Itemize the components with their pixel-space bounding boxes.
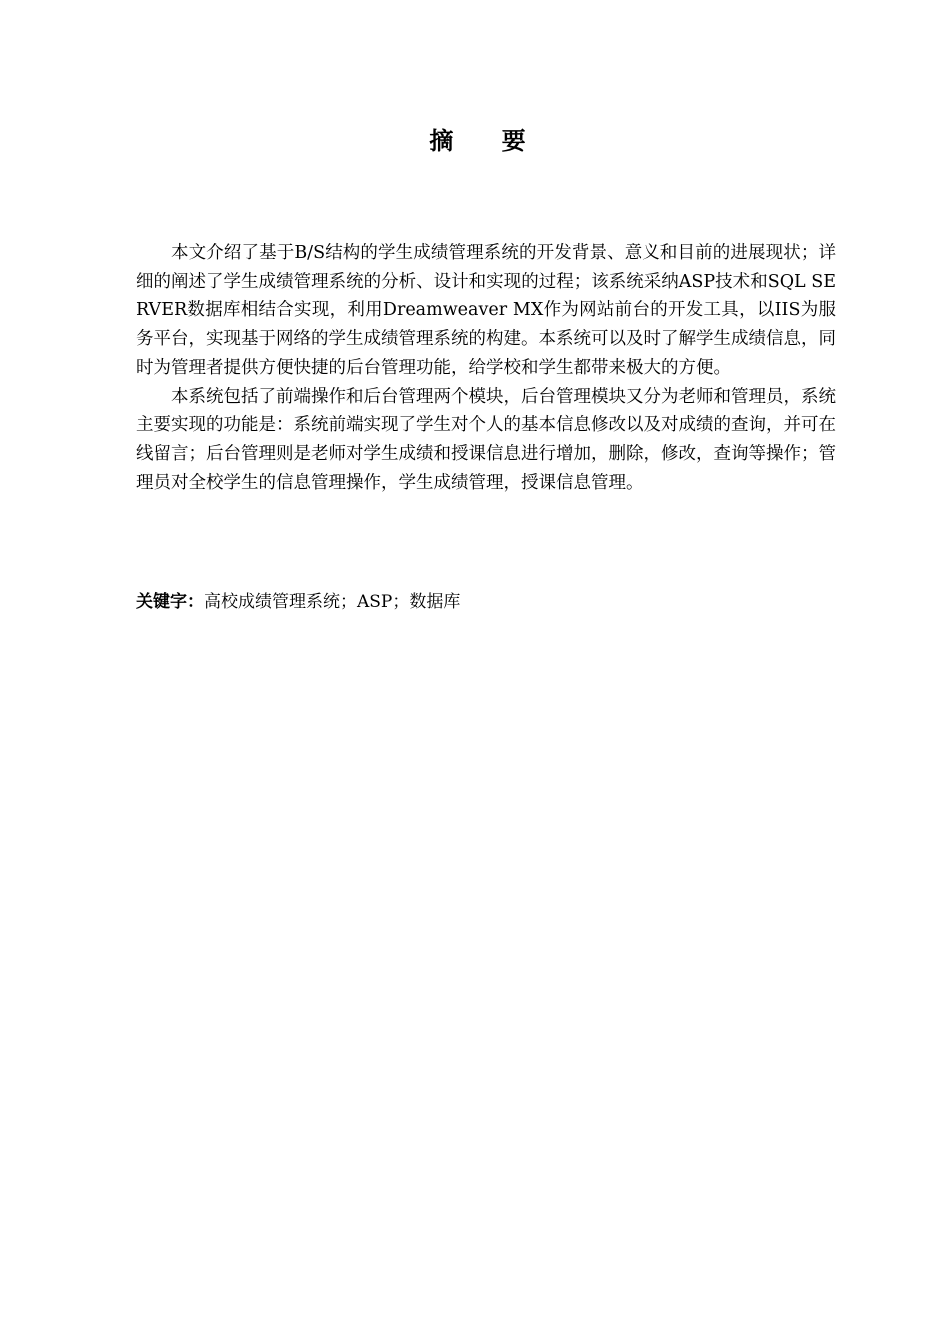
keywords-line: [136, 588, 836, 616]
abstract-body: [136, 239, 836, 497]
abstract-title: 摘 要: [429, 127, 546, 155]
abstract-paragraph-2: 本系统包括了前端操作和后台管理两个模块，后台管理模块又分为老师和管理员，系统主要实现的功能是：系统前端实现了学生对个人的基本信息修改以及对成绩的查询，并可在线留言；后台管理则是老师对学生成绩和授课信息进行增加，删除，修改，查询等操作；管理员对全校学生的信息管理操作，学生成绩管理，授课信息管理。: [136, 386, 836, 493]
keywords-label: 关键字：: [136, 592, 204, 612]
keywords-value: 高校成绩管理系统；ASP；数据库: [204, 592, 461, 612]
abstract-paragraph-1: 本文介绍了基于B/S结构的学生成绩管理系统的开发背景、意义和目前的进展现状；详细的阐述了学生成绩管理系统的分析、设计和实现的过程；该系统采纳ASP技术和SQL SERVER数据库相结合实现，利用Dreamweaver MX作为网站前台的开发工具，以IIS为服务平台，实现基于网络的学生成绩管理系统的构建。本系统可以及时了解学生成绩信息，同时为管理者提供方便快捷的后台管理功能，给学校和学生都带来极大的方便。: [136, 243, 836, 378]
